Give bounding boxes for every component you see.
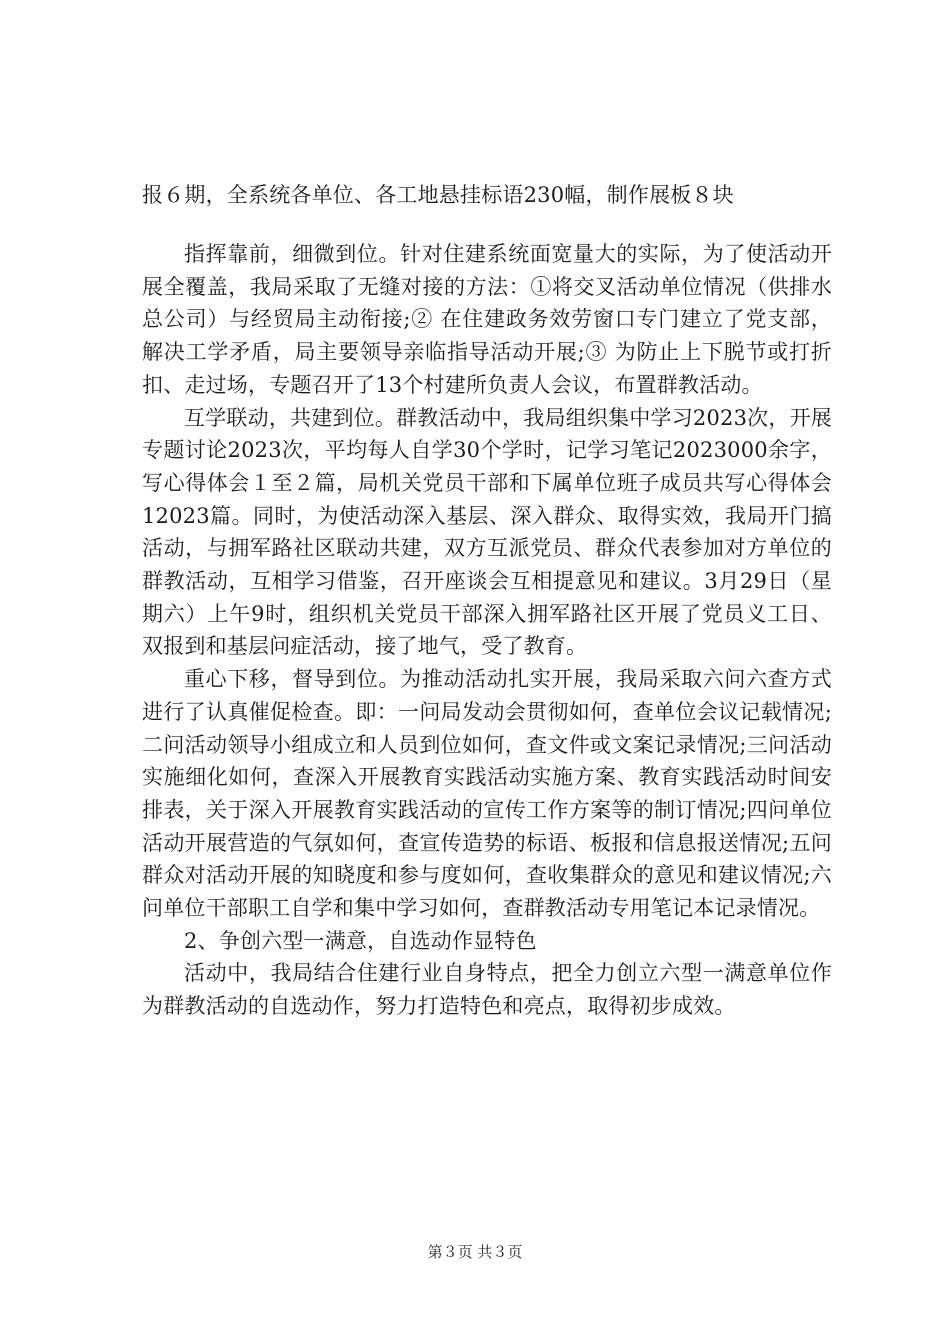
paragraph-supervision: 重心下移，督导到位。为推动活动扎实开展，我局采取六问六查方式进行了认真催促检查。即：一问局发动会贯彻如何，查单位会议记载情况;二问活动领导小组成立和人员到位如何，查文件或文案记录情况;三问活动实施细化如何，查深入开展教育实践活动实施方案、教育实践活动时间安排表，关于深入开展教育实践活动的宣传工作方案等的制订情况;四问单位活动开展营造的气氛如何，查宣传造势的标语、板报和信息报送情况;五问群众对活动开展的知晓度和参与度如何，查收集群众的意见和建议情况;六问单位干部职工自学和集中学习如何，查群教活动专用笔记本记录情况。 (142, 667, 832, 921)
paragraph-mutual-learning: 互学联动，共建到位。群教活动中，我局组织集中学习2023次，开展专题讨论2023次，平均每人自学30个学时，记学习笔记2023000余字，写心得体会１至２篇，局机关党员干部和下属单位班子成员共写心得体会12023篇。同时，为使活动深入基层、深入群众、取得实效，我局开门搞活动，与拥军路社区联动共建，双方互派党员、群众代表参加对方单位的群教活动，互相学习借鉴，召开座谈会互相提意见和建议。3月29日（星期六）上午9时，组织机关党员干部深入拥军路社区开展了党员义工日、双报到和基层问症活动，接了地气，受了教育。 (142, 405, 832, 659)
section-heading-six-types: 2、争创六型一满意，自选动作显特色 (184, 928, 537, 953)
body-text (142, 238, 832, 1023)
paragraph-optional-actions: 活动中，我局结合住建行业自身特点，把全力创立六型一满意单位作为群教活动的自选动作，努力打造特色和亮点，取得初步成效。 (142, 961, 832, 1019)
intro-line: 报６期，全系统各单位、各工地悬挂标语230幅，制作展板８块 (142, 183, 734, 207)
paragraph-command-forward: 指挥靠前，细微到位。针对住建系统面宽量大的实际，为了使活动开展全覆盖，我局采取了无缝对接的方法：①将交叉活动单位情况（供排水总公司）与经贸局主动衔接;② 在住建政务效劳窗口专门建立了党支部，解决工学矛盾，局主要领导亲临指导活动开展;③ 为防止上下脱节或打折扣、走过场，专题召开了13个村建所负责人会议，布置群教活动。 (142, 242, 832, 397)
page-number-footer: 第３页 共３页 (427, 1243, 523, 1261)
